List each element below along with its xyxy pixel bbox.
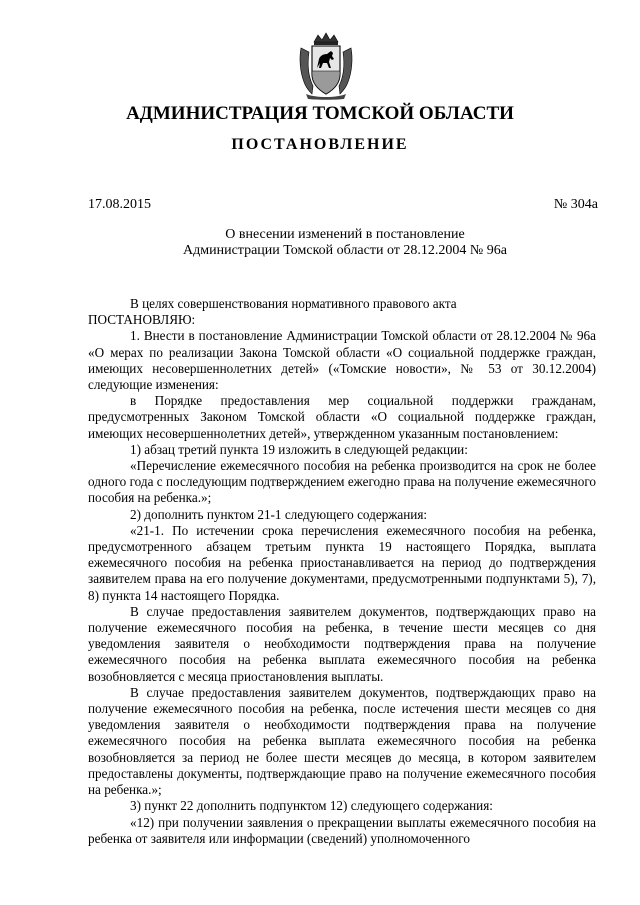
document-body — [88, 296, 596, 847]
body-paragraph: «12) при получении заявления о прекращении выплаты ежемесячного пособия на ребенка от заявителя или информации (сведений) уполномоченного — [88, 814, 596, 846]
body-paragraph: в Порядке предоставления мер социальной поддержки гражданам, предусмотренных Законом Томской области «О социальной поддержке граждан, имеющих несовершеннолетних детей», утвержденном указанным постановлением: — [88, 393, 596, 441]
body-paragraph: В случае предоставления заявителем документов, подтверждающих право на получение ежемесячного пособия на ребенка, в течение шести месяцев со дня уведомления заявителя о необходимости подтверждения права на получение ежемесячного пособия на ребенка выплата ежемесячного пособия на ребенка возобновляется с месяца приостановления выплаты. — [88, 603, 596, 684]
document-date: 17.08.2015 — [88, 197, 151, 212]
coat-of-arms-icon — [298, 32, 354, 100]
authority-title: АДМИНИСТРАЦИЯ ТОМСКОЙ ОБЛАСТИ — [126, 103, 514, 124]
resolve-heading: ПОСТАНОВЛЯЮ: — [88, 312, 196, 328]
subject-line: О внесении изменений в постановление — [225, 227, 465, 242]
preamble: В целях совершенствования нормативного правового акта — [130, 296, 457, 311]
body-paragraph: «21-1. По истечении срока перечисления ежемесячного пособия на ребенка, предусмотренного абзацем третьим пункта 19 настоящего Порядка, выплата ежемесячного пособия на ребенка приостанавливается на период до подтверждения заявителем права на его получение документами, предусмотренными подпунктами 5), 7), 8) пункта 14 настоящего Порядка. — [88, 522, 596, 603]
body-paragraph: 3) пункт 22 дополнить подпунктом 12) следующего содержания: — [130, 798, 493, 814]
document-subject — [0, 227, 640, 259]
subject-line: Администрации Томской области от 28.12.2004 № 96а — [183, 243, 507, 258]
body-paragraph: 1. Внести в постановление Администрации Томской области от 28.12.2004 № 96а «О мерах по реализации Закона Томской области «О социальной поддержке граждан, имеющих несовершеннолетних детей» («Томские новости», № 53 от 30.12.2004) следующие изменения: — [88, 328, 596, 393]
body-paragraph: 2) дополнить пунктом 21-1 следующего содержания: — [130, 506, 428, 522]
body-paragraph: 1) абзац третий пункта 19 изложить в следующей редакции: — [130, 441, 468, 457]
document-number: № 304а — [553, 197, 598, 212]
body-paragraph: «Перечисление ежемесячного пособия на ребенка производится на срок не более одного года с последующим подтверждением ежегодно права на получение ежемесячного пособия на ребенка.»; — [88, 458, 596, 506]
body-paragraph: В случае предоставления заявителем документов, подтверждающих право на получение ежемесячного пособия на ребенка, после истечения шести месяцев со дня уведомления заявителя о необходимости подтверждения права на получение ежемесячного пособия на ребенка выплата ежемесячного пособия на ребенка возобновляется за период не более шести месяцев до месяца, в котором заявителем предоставлены документы, подтверждающие право на получение ежемесячного пособия на ребенка.»; — [88, 684, 596, 798]
document-type-title: ПОСТАНОВЛЕНИЕ — [231, 136, 409, 153]
